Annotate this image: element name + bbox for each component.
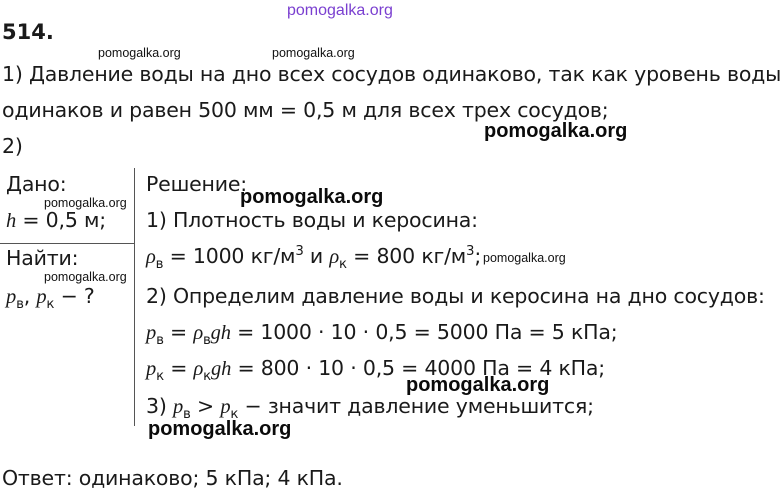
watermark-top: pomogalka.org (287, 2, 393, 19)
find-unknowns: $p_в$, $p_к$ − ? (6, 284, 95, 313)
part1-line2: одинаков и равен 500 мм = 0,5 м для всех трех сосудов; (2, 98, 609, 122)
find-header: Найти: (6, 246, 79, 270)
table-divider-horizontal (0, 243, 135, 244)
answer-line: Ответ: одинаково; 5 кПа; 4 кПа. (2, 466, 343, 490)
problem-number: 514. (2, 20, 54, 44)
table-divider-vertical (134, 168, 135, 426)
var-h: h (6, 210, 17, 232)
part1-line1: 1) Давление воды на дно всех сосудов одинаково, так как уровень воды (2, 62, 781, 86)
watermark-large: pomogalka.org (240, 186, 384, 208)
given-h-value: = 0,5 м; (16, 208, 106, 232)
pressure-water: $p_в = \rho_вgh = 1000 \cdot 10 \cdot 0,5 = 5000$ Па = 5 кПа; (146, 320, 618, 349)
pressure-kerosene: $p_к = \rho_кgh = 800 \cdot 10 \cdot 0,5 = 4000$ Па = 4 кПа; (146, 356, 605, 385)
solution-step2: 2) Определим давление воды и керосина на дно сосудов: (146, 284, 765, 308)
given-height (6, 208, 106, 233)
watermark-large: pomogalka.org (406, 374, 550, 396)
watermark-small: pomogalka.org (483, 251, 566, 265)
density-line: $\rho_в = 1000$ $кг/м^3$ и $\rho_к = 800$ $кг/м^3$; (146, 244, 482, 273)
solution-step1: 1) Плотность воды и керосина: (146, 208, 478, 232)
given-header: Дано: (6, 172, 67, 196)
watermark-small: pomogalka.org (44, 196, 127, 210)
solution-step3: 3) $p_в > p_к$ − значит давление уменьшится; (146, 394, 594, 423)
part2-label: 2) (2, 134, 23, 158)
solution-header: Решение: (146, 172, 247, 196)
watermark-large: pomogalka.org (484, 120, 628, 142)
watermark-large: pomogalka.org (148, 418, 292, 440)
watermark-small: pomogalka.org (272, 46, 355, 60)
watermark-small: pomogalka.org (98, 46, 181, 60)
watermark-small: pomogalka.org (44, 270, 127, 284)
